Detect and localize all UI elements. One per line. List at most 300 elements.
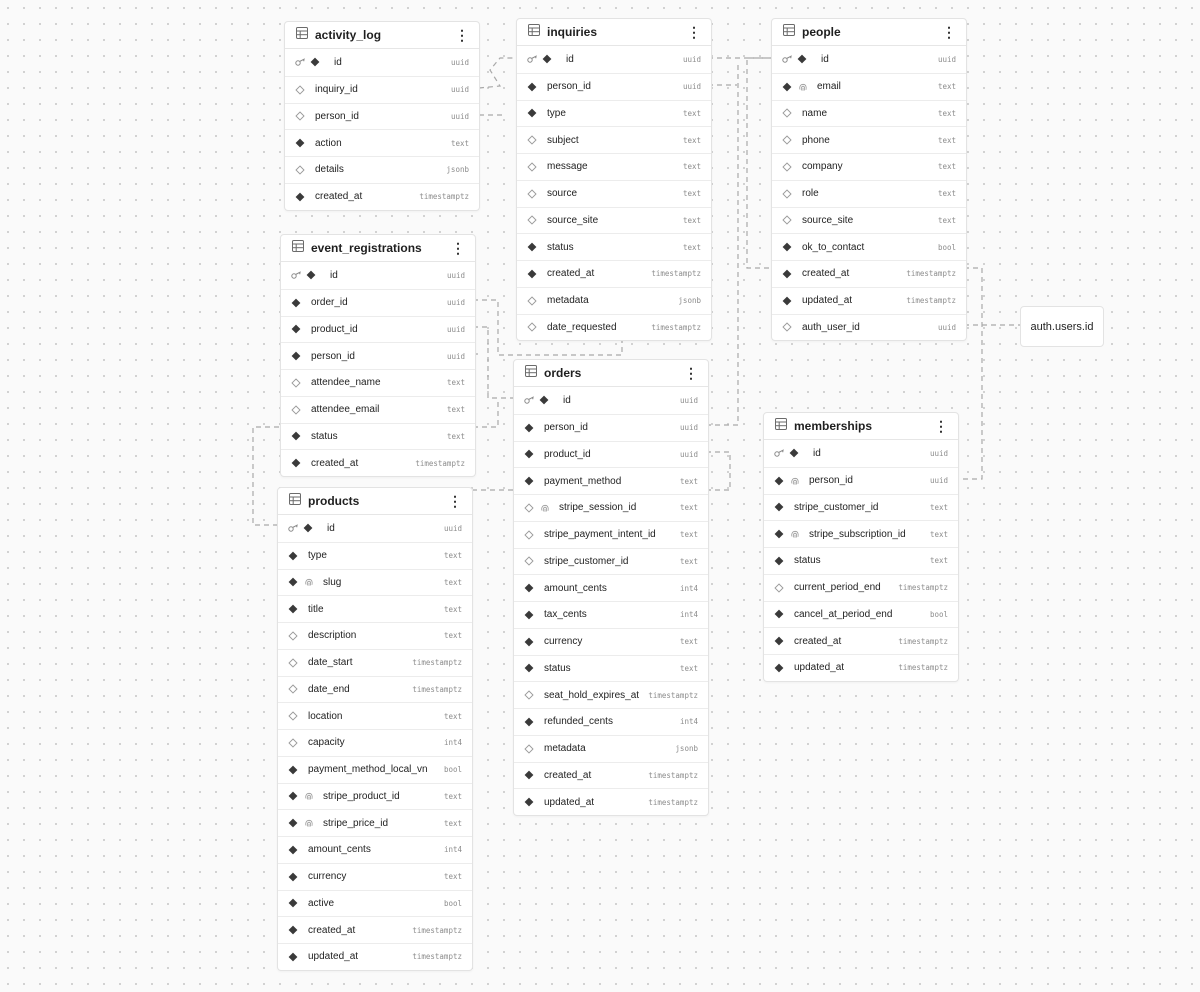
column-type: text [450,138,469,148]
column-row[interactable] [764,440,958,467]
column-markers [291,351,311,361]
filled-diamond-icon [288,765,298,775]
table-title: products [308,494,360,508]
column-name: email [817,81,841,93]
table-header[interactable] [285,22,479,49]
filled-diamond-icon [774,529,784,539]
filled-diamond-icon [527,82,537,92]
filled-diamond-icon [774,476,784,486]
column-row[interactable] [764,654,958,681]
column-name: role [802,188,819,200]
fingerprint-icon [798,82,808,92]
column-row[interactable] [278,515,472,542]
table-title: event_registrations [311,241,422,255]
column-row[interactable] [281,316,475,343]
column-markers [288,765,308,775]
column-type: text [679,556,698,566]
column-name: stripe_price_id [323,817,389,829]
column-row[interactable] [772,287,966,314]
column-row[interactable] [514,628,708,655]
hollow-diamond-icon [295,111,305,121]
table-icon [775,417,794,435]
column-row[interactable] [764,574,958,601]
column-markers [288,523,323,533]
column-row[interactable] [514,601,708,628]
filled-diamond-icon [527,242,537,252]
column-row[interactable] [772,233,966,260]
column-type: timestamptz [906,269,956,279]
column-type: text [929,529,948,539]
column-row[interactable] [772,73,966,100]
column-type: timestamptz [648,690,698,700]
hollow-diamond-icon [524,556,534,566]
column-name: created_at [308,924,356,936]
column-type: timestamptz [412,925,462,935]
column-row[interactable] [764,467,958,494]
column-markers [291,270,326,280]
column-name: amount_cents [544,582,607,594]
column-row[interactable] [281,262,475,289]
column-type: text [682,108,701,118]
column-name: person_id [809,475,853,487]
column-type: timestamptz [415,458,465,468]
column-list [764,440,958,681]
column-markers [524,663,544,673]
table-icon [292,239,311,257]
column-row[interactable] [278,595,472,622]
hollow-diamond-icon [288,738,298,748]
column-row[interactable] [278,836,472,863]
column-type: uuid [679,449,698,459]
column-type: text [443,711,462,721]
more-vertical-icon[interactable]: ⋮ [451,240,465,256]
column-row[interactable] [278,569,472,596]
column-row[interactable] [517,314,711,341]
column-name: id [813,447,821,459]
column-row[interactable] [517,126,711,153]
column-row[interactable] [514,548,708,575]
column-name: current_period_end [794,582,881,594]
table-memberships[interactable] [763,412,959,682]
column-type: text [682,242,701,252]
column-name: type [547,107,566,119]
column-row[interactable] [281,423,475,450]
filled-diamond-icon [782,82,792,92]
column-row[interactable] [764,520,958,547]
hollow-diamond-icon [527,215,537,225]
column-markers [774,663,794,673]
column-row[interactable] [285,49,479,76]
column-markers [295,138,315,148]
column-name: person_id [315,110,359,122]
column-markers [774,476,809,486]
column-type: jsonb [675,744,698,754]
column-name: attendee_name [311,377,381,389]
more-vertical-icon[interactable]: ⋮ [687,24,701,40]
column-name: date_requested [547,321,617,333]
filled-diamond-icon [288,577,298,587]
column-type: timestamptz [419,192,469,202]
filled-diamond-icon [774,556,784,566]
column-name: updated_at [794,662,845,674]
filled-diamond-icon [295,138,305,148]
table-title: orders [544,366,582,380]
column-row[interactable] [278,916,472,943]
column-markers [295,192,315,202]
column-markers [524,690,544,700]
column-name: product_id [544,448,591,460]
column-row[interactable] [278,943,472,970]
column-row[interactable] [285,156,479,183]
fingerprint-icon [304,791,314,801]
filled-diamond-icon [291,431,301,441]
more-vertical-icon[interactable]: ⋮ [684,365,698,381]
column-row[interactable] [517,233,711,260]
column-type: text [679,476,698,486]
column-markers [774,556,794,566]
column-markers [774,448,809,458]
column-type: text [679,530,698,540]
filled-diamond-icon [542,54,552,64]
column-markers [524,610,544,620]
more-vertical-icon[interactable]: ⋮ [942,24,956,40]
column-markers [291,458,311,468]
column-row[interactable] [278,809,472,836]
column-name: details [315,164,344,176]
column-name: updated_at [308,951,359,963]
column-type: uuid [682,54,701,64]
column-row[interactable] [514,788,708,815]
key-icon [288,524,299,532]
column-name: source_site [802,214,854,226]
column-markers [782,82,817,92]
column-name: metadata [547,295,589,307]
column-row[interactable] [514,762,708,789]
filled-diamond-icon [291,324,301,334]
column-row[interactable] [772,153,966,180]
table-icon [296,27,308,39]
column-name: seat_hold_expires_at [544,689,640,701]
column-row[interactable] [764,494,958,521]
column-markers [524,583,544,593]
column-type: uuid [937,54,956,64]
column-row[interactable] [772,126,966,153]
table-header[interactable] [278,488,472,515]
column-row[interactable] [278,890,472,917]
column-type: timestamptz [412,952,462,962]
column-type: uuid [450,85,469,95]
more-vertical-icon[interactable]: ⋮ [455,27,469,43]
key-icon [524,396,535,404]
column-name: phone [802,134,830,146]
column-markers [774,529,809,539]
column-name: stripe_subscription_id [809,528,906,540]
column-type: text [443,577,462,587]
hollow-diamond-icon [774,583,784,593]
column-row[interactable] [514,655,708,682]
column-markers [291,298,311,308]
column-row[interactable] [517,260,711,287]
column-name: person_id [544,422,588,434]
column-markers [774,502,794,512]
table-header[interactable] [772,19,966,46]
column-name: stripe_product_id [323,790,400,802]
hollow-diamond-icon [782,108,792,118]
column-name: message [547,161,588,173]
column-markers [527,82,547,92]
filled-diamond-icon [288,551,298,561]
column-row[interactable] [278,622,472,649]
hollow-diamond-icon [288,711,298,721]
column-row[interactable] [278,676,472,703]
column-row[interactable] [772,100,966,127]
column-row[interactable] [517,46,711,73]
column-row[interactable] [514,467,708,494]
column-row[interactable] [772,260,966,287]
column-row[interactable] [772,46,966,73]
column-row[interactable] [764,627,958,654]
filled-diamond-icon [524,423,534,433]
column-type: text [443,872,462,882]
table-title: memberships [794,419,873,433]
column-name: created_at [794,635,842,647]
filled-diamond-icon [306,270,316,280]
column-row[interactable] [772,314,966,341]
filled-diamond-icon [524,637,534,647]
table-icon [528,23,547,41]
column-markers [782,162,802,172]
filled-diamond-icon [782,269,792,279]
column-type: text [446,378,465,388]
column-markers [288,818,323,828]
column-markers [524,449,544,459]
column-name: active [308,897,335,909]
column-row[interactable] [514,387,708,414]
column-markers [291,324,311,334]
column-markers [295,57,330,67]
column-row[interactable] [514,414,708,441]
column-row[interactable] [281,289,475,316]
filled-diamond-icon [524,583,534,593]
column-type: timestamptz [898,636,948,646]
link-people-id-bus [747,58,772,268]
column-markers [527,296,547,306]
table-header[interactable] [514,360,708,387]
table-products[interactable] [277,487,473,971]
column-row[interactable] [517,207,711,234]
column-type: uuid [446,351,465,361]
column-name: created_at [311,457,359,469]
column-row[interactable] [514,521,708,548]
column-row[interactable] [517,287,711,314]
column-type: text [682,215,701,225]
column-name: stripe_session_id [559,502,637,514]
column-row[interactable] [517,153,711,180]
column-markers [782,54,817,64]
column-row[interactable] [514,574,708,601]
column-name: order_id [311,297,348,309]
column-type: text [679,637,698,647]
column-markers [527,108,547,118]
column-row[interactable] [285,76,479,103]
column-row[interactable] [281,369,475,396]
column-markers [288,898,308,908]
column-name: refunded_cents [544,716,613,728]
table-activity_log[interactable] [284,21,480,211]
column-row[interactable] [281,449,475,476]
filled-diamond-icon [524,610,534,620]
hollow-diamond-icon [782,135,792,145]
filled-diamond-icon [789,448,799,458]
column-row[interactable] [517,180,711,207]
column-row[interactable] [278,729,472,756]
filled-diamond-icon [774,636,784,646]
column-row[interactable] [278,542,472,569]
column-row[interactable] [278,756,472,783]
column-markers [291,378,311,388]
column-row[interactable] [278,783,472,810]
column-type: text [446,431,465,441]
filled-diamond-icon [524,717,534,727]
column-markers [288,577,323,587]
column-row[interactable] [514,441,708,468]
column-row[interactable] [278,649,472,676]
column-row[interactable] [285,183,479,210]
more-vertical-icon[interactable]: ⋮ [448,493,462,509]
filled-diamond-icon [291,458,301,468]
column-type: text [679,503,698,513]
column-row[interactable] [278,863,472,890]
table-event_registrations[interactable] [280,234,476,477]
column-type: uuid [446,298,465,308]
column-row[interactable] [764,547,958,574]
column-markers [782,135,802,145]
column-name: date_start [308,657,353,669]
column-row[interactable] [278,702,472,729]
column-name: amount_cents [308,844,371,856]
hollow-diamond-icon [782,322,792,332]
filled-diamond-icon [774,663,784,673]
key-icon [782,55,793,63]
column-row[interactable] [514,681,708,708]
column-markers [288,872,308,882]
filled-diamond-icon [288,925,298,935]
table-title: inquiries [547,25,598,39]
column-name: stripe_customer_id [794,501,879,513]
column-type: uuid [929,448,948,458]
table-header[interactable] [517,19,711,46]
table-people[interactable] [771,18,967,341]
column-row[interactable] [285,129,479,156]
more-vertical-icon[interactable]: ⋮ [934,418,948,434]
external-reference-auth-users[interactable] [1020,306,1104,347]
column-type: bool [443,898,462,908]
column-markers [527,322,547,332]
column-markers [782,189,802,199]
column-row[interactable] [772,180,966,207]
table-icon [296,26,315,44]
column-markers [527,215,547,225]
column-type: uuid [679,423,698,433]
column-markers [295,111,315,121]
hollow-diamond-icon [291,378,301,388]
column-type: uuid [443,523,462,533]
column-name: currency [308,871,347,883]
column-markers [527,269,547,279]
column-markers [524,717,544,727]
column-row[interactable] [514,708,708,735]
column-markers [774,609,794,619]
hollow-diamond-icon [288,658,298,668]
fingerprint-icon [790,529,800,539]
table-header[interactable] [764,413,958,440]
column-name: stripe_payment_intent_id [544,529,656,541]
column-markers [782,296,802,306]
column-type: text [937,82,956,92]
table-header[interactable] [281,235,475,262]
column-name: description [308,630,357,642]
column-markers [524,637,544,647]
filled-diamond-icon [288,818,298,828]
column-name: status [547,241,574,253]
column-row[interactable] [281,396,475,423]
column-row[interactable] [517,100,711,127]
column-name: updated_at [802,295,853,307]
column-markers [527,162,547,172]
hollow-diamond-icon [288,684,298,694]
column-name: id [563,394,571,406]
column-row[interactable] [772,207,966,234]
fingerprint-icon [540,503,550,513]
column-type: text [679,663,698,673]
column-type: text [937,162,956,172]
column-markers [527,189,547,199]
column-row[interactable] [514,735,708,762]
column-list [514,387,708,815]
column-name: status [311,430,338,442]
column-type: timestamptz [412,684,462,694]
column-row[interactable] [764,601,958,628]
column-list [278,515,472,970]
column-markers [288,791,323,801]
column-row[interactable] [281,342,475,369]
filled-diamond-icon [288,791,298,801]
column-markers [524,744,544,754]
column-type: text [443,604,462,614]
table-orders[interactable] [513,359,709,816]
column-type: uuid [450,57,469,67]
filled-diamond-icon [524,476,534,486]
table-icon [783,24,795,36]
filled-diamond-icon [774,609,784,619]
column-name: action [315,137,342,149]
column-markers [524,476,544,486]
column-type: timestamptz [412,658,462,668]
table-inquiries[interactable] [516,18,712,341]
filled-diamond-icon [527,269,537,279]
column-name: subject [547,134,579,146]
column-type: timestamptz [906,296,956,306]
column-name: type [308,550,327,562]
table-icon [525,364,544,382]
filled-diamond-icon [524,663,534,673]
column-row[interactable] [517,73,711,100]
column-name: metadata [544,743,586,755]
column-type: text [443,551,462,561]
column-row[interactable] [285,103,479,130]
column-row[interactable] [514,494,708,521]
column-type: text [937,108,956,118]
